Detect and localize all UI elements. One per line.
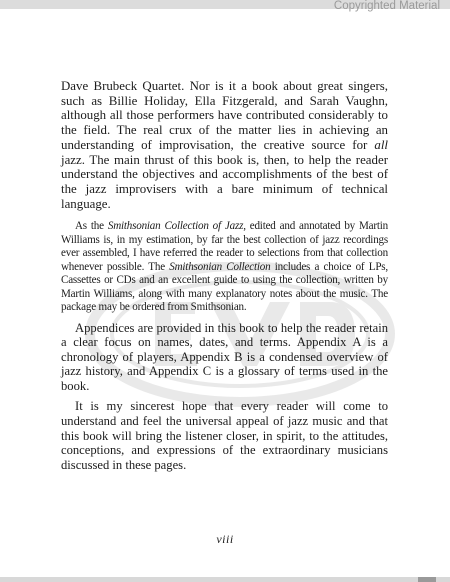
paragraph-2-emphasis-1: Smithsonian Collection of Jazz xyxy=(107,220,244,233)
page-number: viii xyxy=(216,532,234,546)
paragraph-2-end: includes a choice of LPs, Cassettes or CDs and an excellent guide to using the collection, written by Martin Williams, along with many explanatory notes about the music. The package may be ordered from Smithsonian. xyxy=(61,260,388,314)
paragraph-2-emphasis-2: Smithsonian Collection xyxy=(169,260,271,273)
paragraph-1-end: jazz. The main thrust of this book is, then, to help the reader understand the objectives and accomplishments of the best of the jazz improvisers with a bare minimum of technical language. xyxy=(61,152,388,211)
paragraph-3: Appendices are provided in this book to help the reader retain a clear focus on names, dates, and terms. Appendix A is a chronology of players, Appendix B is a condensed overview of jazz history, and Appendix C is a glossary of terms used in the book. xyxy=(61,320,388,393)
paragraph-4: It is my sincerest hope that every reader will come to understand and feel the universal appeal of jazz music and that this book will bring the listener closer, in spirit, to the attitudes, conceptions, and expressions of the extraordinary musicians discussed in these pages. xyxy=(61,399,388,472)
bottom-scan-band xyxy=(0,577,450,582)
paragraph-2 xyxy=(61,220,388,314)
bottom-scan-mark xyxy=(418,577,436,582)
paragraph-1-emphasis: all xyxy=(374,137,388,152)
paragraph-1 xyxy=(61,79,388,211)
page-text xyxy=(61,79,388,472)
paragraph-2-middle: , edited and annotated by Martin Williams is, in my estimation, by far the best collection of jazz recordings ever assembled, I have referred the reader to selections from that collection whenever possible. The xyxy=(61,220,388,273)
paragraph-1-text: Dave Brubeck Quartet. Nor is it a book about great singers, such as Billie Holiday, Ella Fitzgerald, and Sarah Vaughn, although all those performers have contributed considerably to the field. The real crux of the matter lies in achieving an understanding of improvisation, the creative source for xyxy=(61,79,388,152)
paragraph-2-start: As the xyxy=(75,220,108,233)
copyright-notice: Copyrighted Material xyxy=(333,0,440,12)
